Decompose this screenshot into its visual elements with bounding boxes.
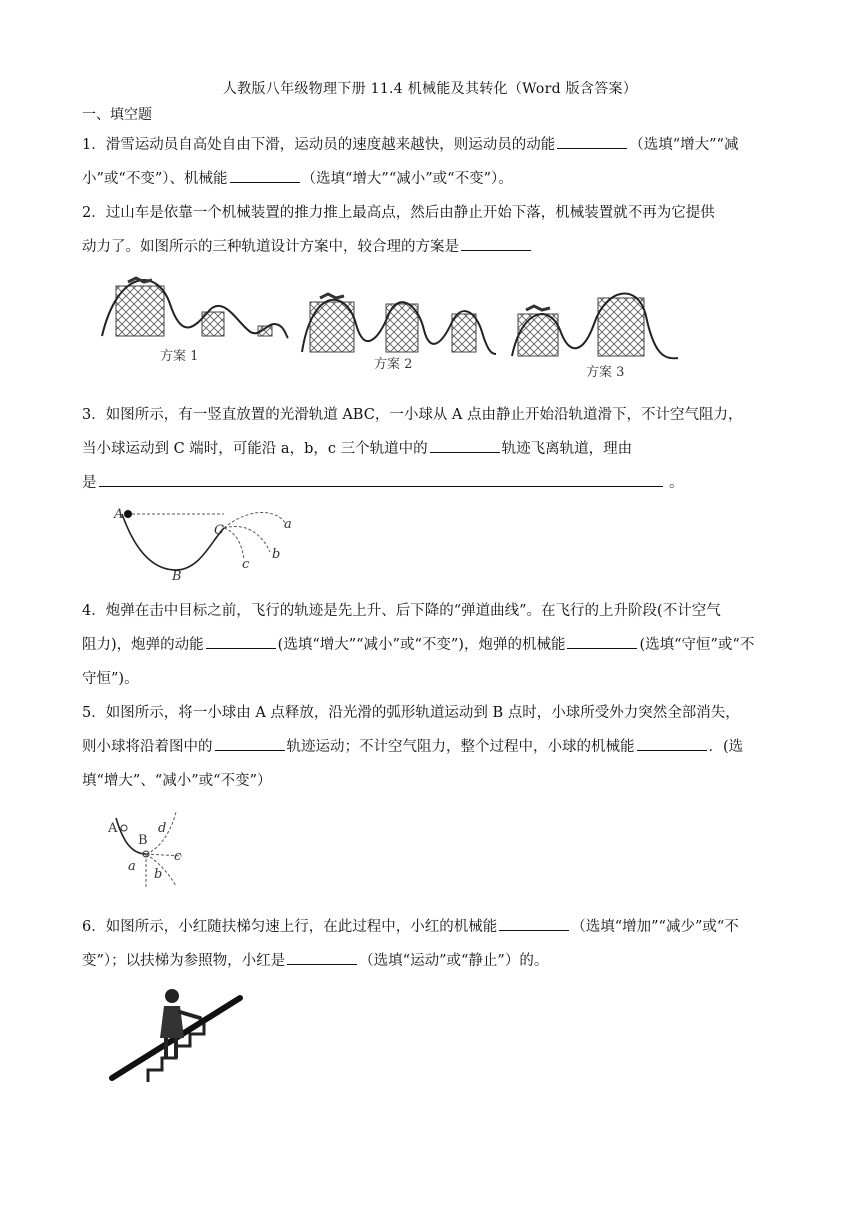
- q3-text-5: 。: [669, 475, 684, 491]
- q6-blank-2[interactable]: [287, 948, 357, 965]
- q1-text-4: （选填“增大”“减小”或“不变”）。: [301, 171, 513, 187]
- q6-text-3: 变”）；以扶梯为参照物，小红是: [82, 953, 286, 969]
- q5-blank-2[interactable]: [637, 734, 707, 751]
- q5-text-4: ．(选: [708, 739, 744, 755]
- q6-text-4: （选填“运动”或“静止”）的。: [359, 953, 549, 969]
- scheme-3-label: 方案 3: [586, 365, 625, 380]
- q4-blank-2[interactable]: [567, 632, 637, 649]
- q5-text-5: 填“增大”、“减小”或“不变”）: [82, 773, 272, 789]
- question-6: [82, 910, 782, 978]
- q5-text-1: 5．如图所示，将一小球由 A 点释放，沿光滑的弧形轨道运动到 B 点时，小球所受外力突然全部消失，: [82, 705, 740, 721]
- document-title: 人教版八年级物理下册 11.4 机械能及其转化（Word 版含答案）: [222, 81, 638, 97]
- path-b: [224, 526, 270, 552]
- question-2: [82, 196, 782, 264]
- label-path-b5: b: [154, 867, 163, 882]
- section-heading: 一、填空题: [82, 107, 152, 123]
- label-b-point: B: [172, 569, 182, 582]
- question-3: [82, 398, 782, 500]
- q5-text-3: 轨迹运动；不计空气阻力，整个过程中，小球的机械能: [286, 739, 635, 755]
- q3-text-1: 3．如图所示，有一竖直放置的光滑轨道 ABC，一小球从 A 点由静止开始沿轨道滑下，不计空气阻力，: [82, 407, 743, 423]
- q6-text-1: 6．如图所示，小红随扶梯匀速上行，在此过程中，小红的机械能: [82, 919, 498, 935]
- ball-icon: [124, 510, 132, 518]
- label-path-d5: d: [158, 821, 167, 836]
- q4-text-3: (选填“增大”“减小”或“不变”)，炮弹的机械能: [277, 637, 566, 653]
- q2-text-2: 动力了。如图所示的三种轨道设计方案中，较合理的方案是: [82, 239, 459, 255]
- scheme-2-label: 方案 2: [374, 357, 413, 372]
- q1-text-1: 1．滑雪运动员自高处自由下滑，运动员的速度越来越快，则运动员的动能: [82, 137, 556, 153]
- q5-text-2: 则小球将沿着图中的: [82, 739, 213, 755]
- q1-blank-2[interactable]: [230, 166, 300, 183]
- q4-text-5: 守恒”)。: [82, 671, 139, 687]
- q5-blank-1[interactable]: [215, 734, 285, 751]
- q2-text-1: 2．过山车是依靠一个机械装置的推力推上最高点，然后由静止开始下落，机械装置就不再为它提供: [82, 205, 715, 221]
- scheme-2-track: [302, 294, 496, 354]
- label-path-c: c: [242, 557, 250, 572]
- label-c-point: C: [214, 523, 224, 538]
- label-path-c5: c: [174, 849, 182, 864]
- scheme-1-track: [102, 278, 288, 338]
- track-abc-figure: [108, 502, 318, 582]
- label-a5-point: A: [108, 821, 118, 836]
- label-a-point: A: [114, 507, 124, 522]
- q1-text-3: 小”或“不变”）、机械能: [82, 171, 228, 187]
- q6-text-2: （选填“增加”“减少”或“不: [571, 919, 739, 935]
- q3-text-2: 当小球运动到 C 端时，可能沿 a，b，c 三个轨道中的: [82, 441, 428, 457]
- scheme-3-track: [512, 293, 678, 358]
- q1-blank-1[interactable]: [557, 132, 627, 149]
- question-5: [82, 696, 782, 798]
- q1-text-2: （选填“增大”“减: [629, 137, 739, 153]
- q6-blank-1[interactable]: [499, 914, 569, 931]
- roller-coaster-figure: [98, 268, 698, 386]
- q4-text-1: 4．炮弹在击中目标之前，飞行的轨迹是先上升、后下降的“弹道曲线”。在飞行的上升阶段(不计空气: [82, 603, 721, 619]
- q4-text-4: (选填“守恒”或“不: [639, 637, 755, 653]
- q2-blank-1[interactable]: [461, 234, 531, 251]
- q3-blank-1[interactable]: [430, 436, 500, 453]
- q3-text-3: 轨迹飞离轨道，理由: [501, 441, 633, 457]
- label-path-a: a: [284, 517, 292, 532]
- label-b5-point: B: [138, 833, 148, 848]
- question-4: [82, 594, 782, 696]
- label-path-b: b: [272, 547, 281, 562]
- question-1: [82, 128, 782, 196]
- q4-blank-1[interactable]: [206, 632, 276, 649]
- q4-text-2: 阻力)，炮弹的动能: [82, 637, 204, 653]
- q3-text-4: 是: [82, 475, 97, 491]
- scheme-1-label: 方案 1: [160, 349, 199, 364]
- q3-blank-2[interactable]: [99, 470, 663, 487]
- escalator-figure: [108, 978, 248, 1094]
- arc-track-figure: [106, 808, 196, 890]
- path-a: [224, 512, 286, 528]
- path-c: [224, 528, 244, 560]
- label-path-a5: a: [128, 859, 136, 874]
